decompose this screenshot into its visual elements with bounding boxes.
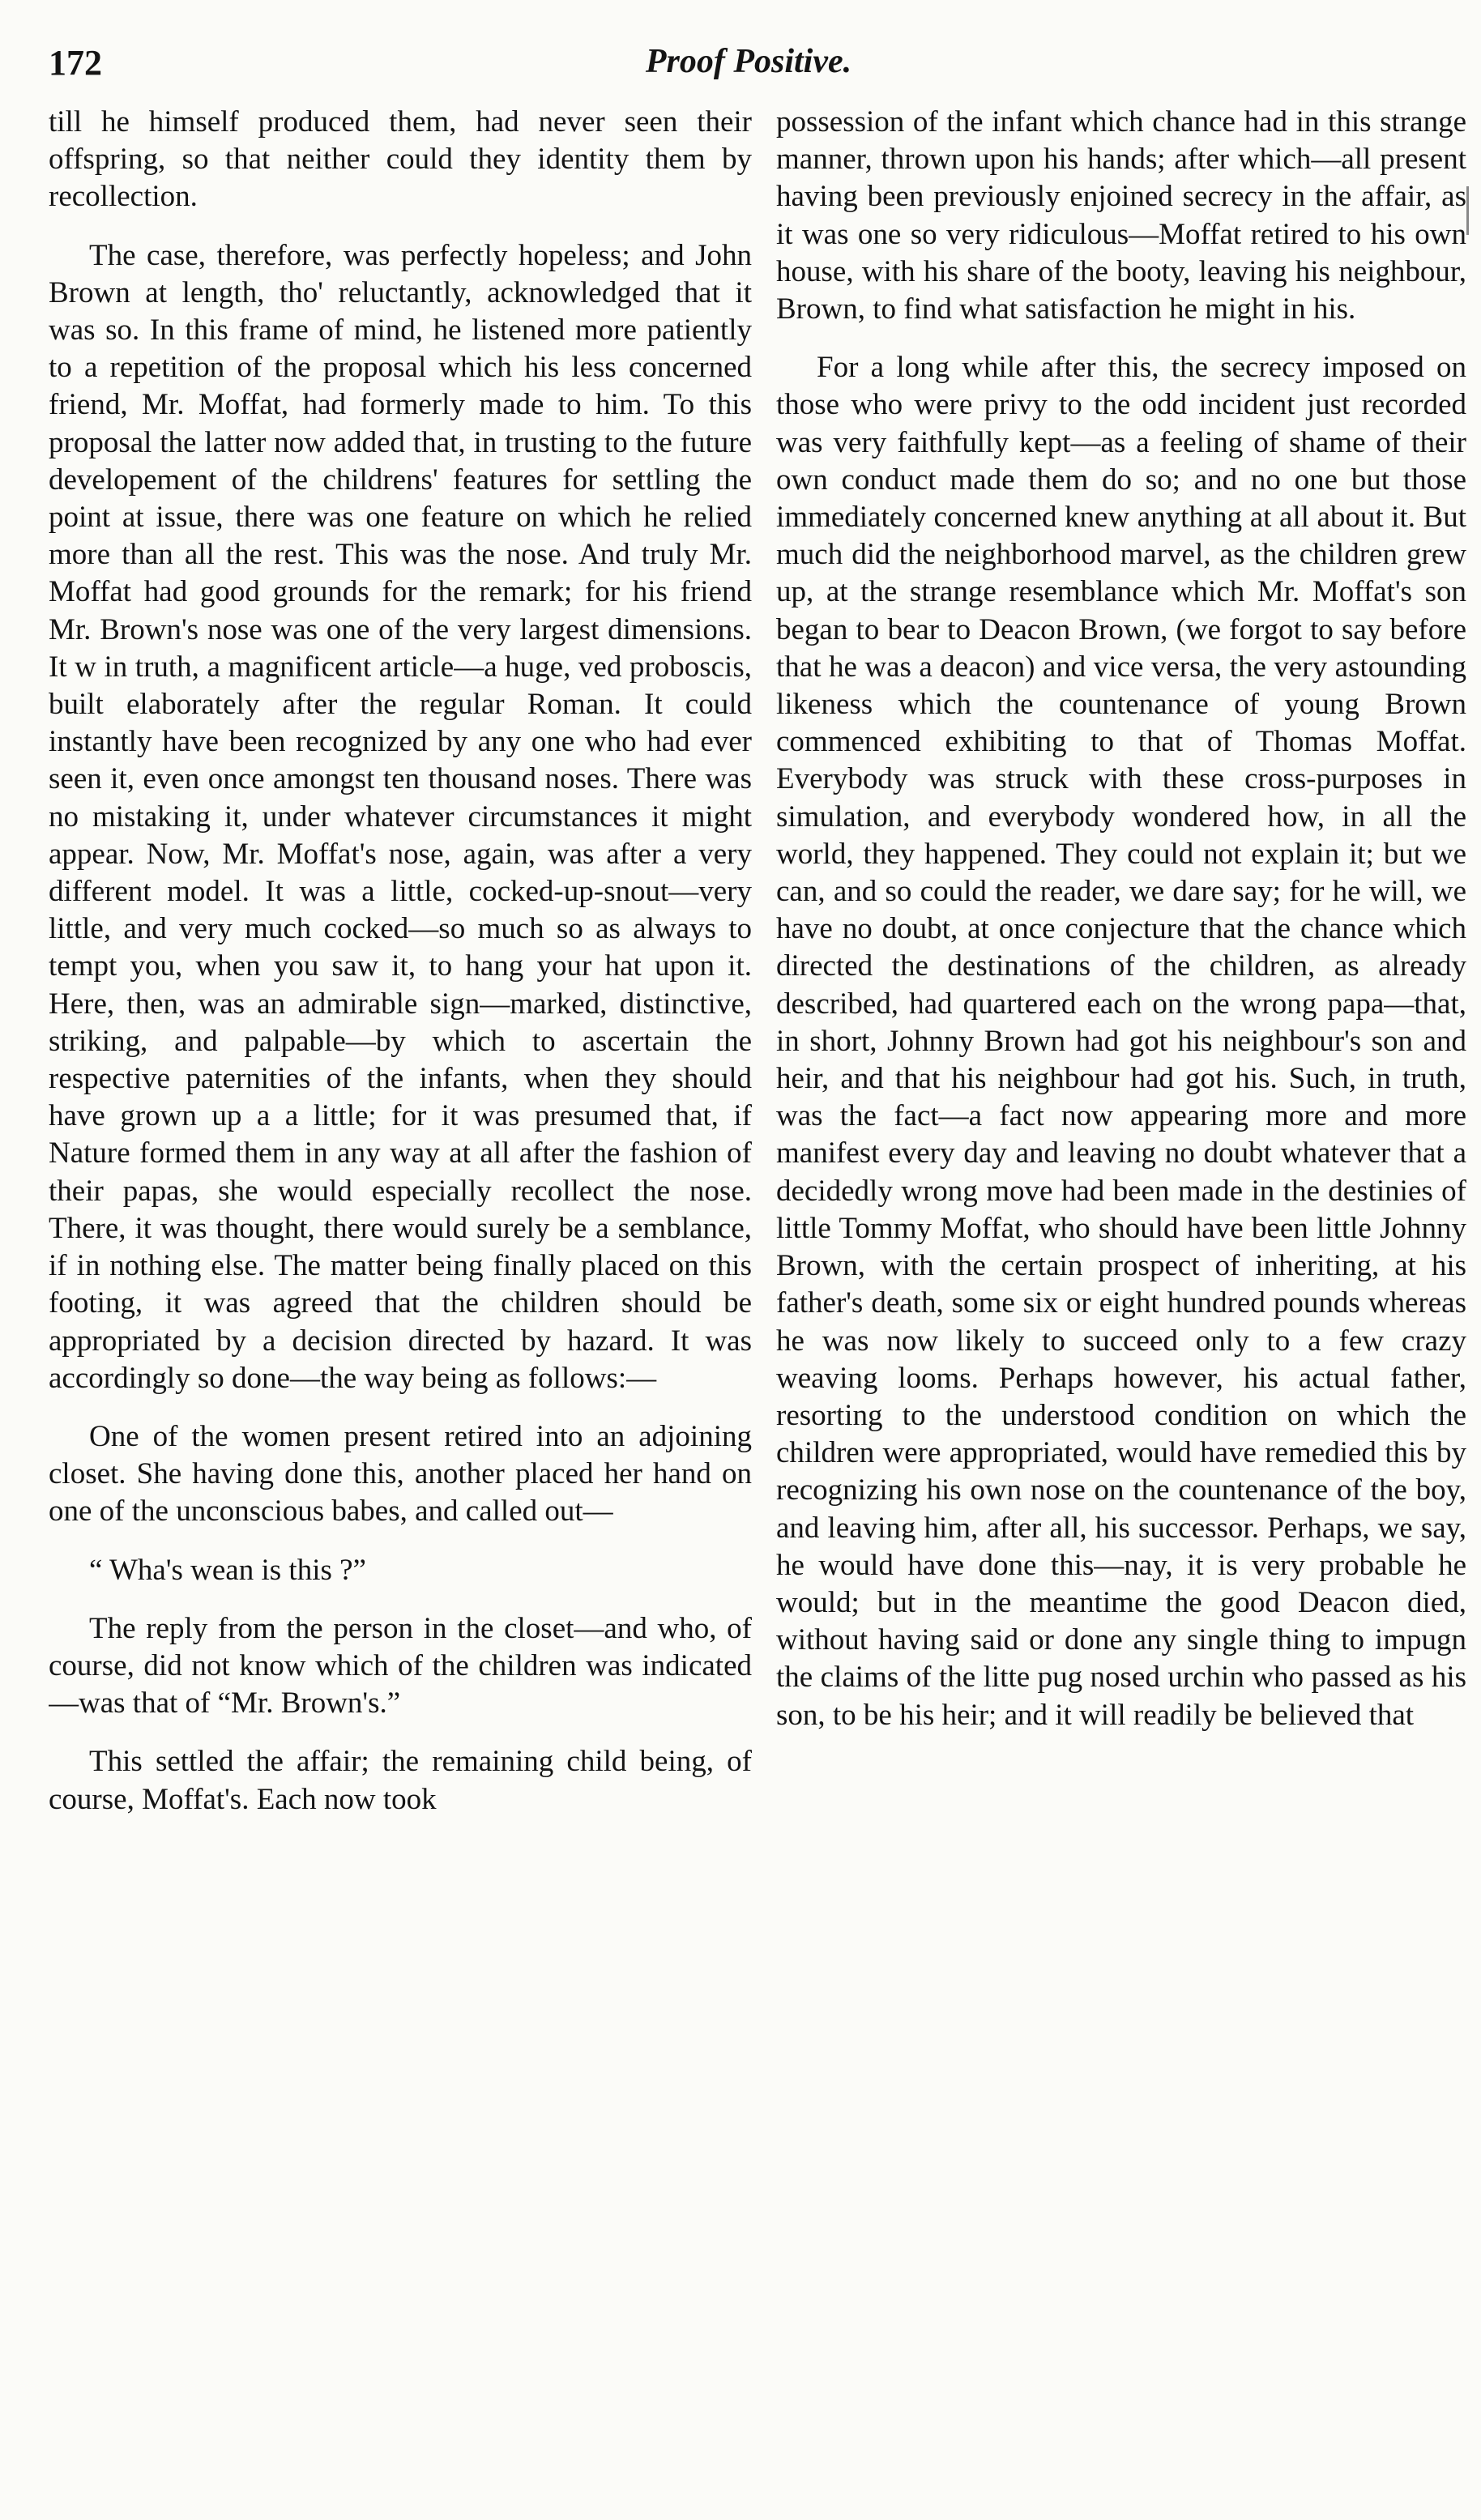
page-number: 172: [49, 43, 102, 83]
right-paragraph-1: possession of the infant which chance had in this strange manner, thrown upon his hands; after which—all present having been previously enjoined secrecy in the affair, as it was one so very ridiculous—Moffat retired to his own house, with his share of the booty, leaving his neighbour, Brown, to find what satisfaction he might in his.: [776, 105, 1466, 326]
left-paragraph-2: The case, therefore, was perfectly hopeless; and John Brown at length, tho' reluctantly, acknowledged that it was so. In this frame of mind, he listened more patiently to a repetition of the proposal which his less concerned friend, Mr. Moffat, had formerly made to him. To this proposal the latter now added that, in trusting to the future developement of the childrens' features for settling the point at issue, there was one feature on which he relied more than all the rest. This was the nose. And truly Mr. Moffat had good grounds for the remark; for his friend Mr. Brown's nose was one of the very largest dimensions. It w in truth, a magnificent article—a huge, ved proboscis, built elaborately after the regular Roman. It could instantly have been recognized by any one who had ever seen it, even once amongst ten thousand noses. There was no mistaking it, under whatever circumstances it might appear. Now, Mr. Moffat's nose, again, was after a very different model. It was a little, cocked-up-snout—very little, and very much cocked—so much so as always to tempt you, when you saw it, to hang your hat upon it. Here, then, was an admirable sign—marked, distinctive, striking, and palpable—by which to ascertain the respective paternities of the infants, when they should have grown up a a little; for it was presumed that, if Nature formed them in any way at all after the fashion of their papas, she would especially recollect the nose. There, it was thought, there would surely be a semblance, if in nothing else. The matter being finally placed on this footing, it was agreed that the children should be appropriated by a decision directed by hazard. It was accordingly so done—the way being as follows:—: [49, 238, 752, 1395]
right-paragraph-2: For a long while after this, the secrecy imposed on those who were privy to the odd incident just recorded was very faithfully kept—as a feeling of shame of their own conduct made them do so; and no one but those immediately concerned knew anything at all about it. But much did the neighborhood marvel, as the children grew up, at the strange resemblance which Mr. Moffat's son began to bear to Deacon Brown, (we forgot to say before that he was a deacon) and vice versa, the very astounding likeness which the countenance of young Brown commenced exhibiting to that of Thomas Moffat. Everybody was struck with these cross-purposes in simulation, and everybody wondered how, in all the world, they happened. They could not explain it; but we can, and so could the reader, we dare say; for he will, we have no doubt, at once conjecture that the chance which directed the destinations of the children, as already described, had quartered each on the wrong papa—that, in short, Johnny Brown had got his neighbour's son and heir, and that his neighbour had got his. Such, in truth, was the fact—a fact now appearing more and more manifest every day and leaving no doubt whatever that a decidedly wrong move had been made in the destinies of little Tommy Moffat, who should have been little Johnny Brown, with the certain prospect of inheriting, at his father's death, some six or eight hundred pounds whereas he was now likely to succeed only to a few crazy weaving looms. Perhaps however, his actual father, resorting to the understood condition on which the children were appropriated, would have remedied this by recognizing his own nose on the countenance of the boy, and leaving him, after all, his successor. Perhaps, we say, he would have done this—nay, it is very probable he would; but in the meantime the good Deacon died, without having said or done any single thing to impugn the claims of the litte pug nosed urchin who passed as his son, to be his heir; and it will readily be believed that: [776, 351, 1466, 1732]
right-column: [776, 104, 1466, 2501]
left-paragraph-3: One of the women present retired into an adjoining closet. She having done this, another placed her hand on one of the unconscious babes, and called out—: [49, 1419, 752, 1529]
page-edge-mark: [1466, 186, 1469, 235]
left-paragraph-1: till he himself produced them, had never seen their offspring, so that neither could they identity them by recollection.: [49, 105, 752, 214]
left-paragraph-5: The reply from the person in the closet—and who, of course, did not know which of the children was indicated—was that of “Mr. Brown's.”: [49, 1611, 752, 1721]
quoted-question: “ Wha's wean is this ?”: [89, 1553, 366, 1587]
page-header: [49, 42, 1449, 91]
left-paragraph-6: This settled the affair; the remaining child being, of course, Moffat's. Each now took: [49, 1745, 752, 1816]
left-column: [49, 104, 752, 2501]
running-title: Proof Positive.: [645, 43, 852, 80]
